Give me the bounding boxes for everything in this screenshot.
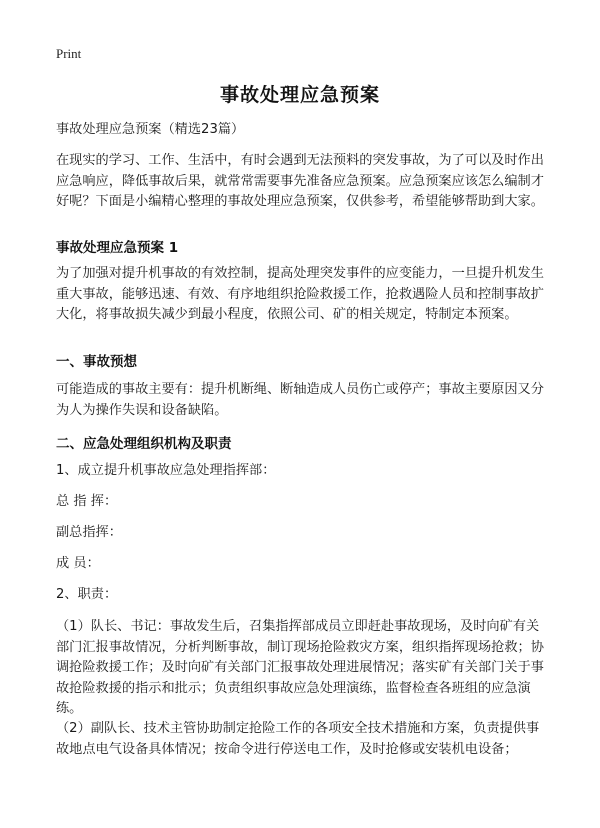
duty2-paragraph: （2）副队长、技术主管协助制定抢险工作的各项安全技术措施和方案，负责提供事故地点电气设备具体情况；按命令进行停送电工作，及时抢修或安装机电设备；: [56, 721, 540, 757]
part2-heading: 二、应急处理组织机构及职责: [56, 436, 232, 452]
commander-label: 总 指 挥：: [56, 494, 118, 509]
item2-text: 2、职责：: [56, 587, 118, 602]
members-label: 成 员：: [56, 556, 100, 571]
intro-paragraph: 在现实的学习、工作、生活中，有时会遇到无法预料的突发事故，为了可以及时作出应急响应，降低事故后果，就常常需要事先准备应急预案。应急预案应该怎么编制才好呢？下面是小编精心整理的事故处理应急预案，仅供参考，希望能够帮助到大家。: [56, 153, 544, 209]
deputy-label: 副总指挥：: [56, 525, 122, 540]
document-subtitle: 事故处理应急预案（精选23篇）: [56, 122, 245, 137]
print-link[interactable]: Print: [56, 46, 82, 61]
part1-paragraph: 可能造成的事故主要有：提升机断绳、断轴造成人员伤亡或停产；事故主要原因又分为人为操作失误和设备缺陷。: [56, 382, 544, 418]
item1-text: 1、成立提升机事故应急处理指挥部：: [56, 463, 276, 478]
section-heading-1: 事故处理应急预案 1: [56, 240, 179, 256]
section1-paragraph: 为了加强对提升机事故的有效控制，提高处理突发事件的应变能力，一旦提升机发生重大事故，能够迅速、有效、有序地组织抢险救援工作，抢救遇险人员和控制事故扩大化，将事故损失减少到最小程度，依照公司、矿的相关规定，特制定本预案。: [56, 266, 544, 322]
part1-heading: 一、事故预想: [56, 354, 137, 370]
duty1-paragraph: （1）队长、书记：事故发生后，召集指挥部成员立即赶赴事故现场，及时向矿有关部门汇报事故情况，分析判断事故，制订现场抢险救灾方案，组织指挥现场抢救；协调抢险救援工作；及时向矿有关部门汇报事故处理进展情况；落实矿有关部门关于事故抢险救援的指示和批示；负责组织事故应急处理演练，监督检查各班组的应急演练。: [56, 619, 544, 716]
page-title: 事故处理应急预案: [219, 84, 380, 106]
